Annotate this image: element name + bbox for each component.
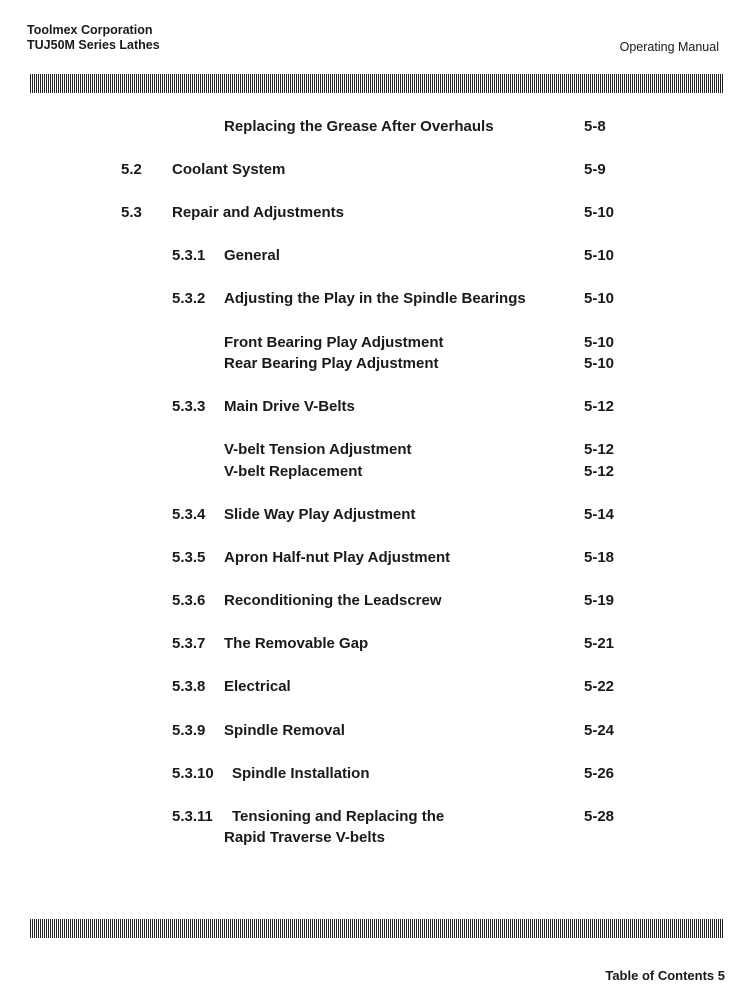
toc-entry-title: Coolant System <box>172 161 286 178</box>
toc-entry-title: Repair and Adjustments <box>172 204 344 221</box>
bottom-barcode-rule <box>30 919 723 938</box>
toc-entry-title: V-belt Replacement <box>224 463 363 480</box>
toc-section-number: 5.3.3 <box>172 398 206 415</box>
toc-entry-title: Spindle Removal <box>224 722 345 739</box>
toc-section-number: 5.3.4 <box>172 506 206 523</box>
toc-section-number: 5.3.10 <box>172 765 214 782</box>
toc-entry-title: Main Drive V-Belts <box>224 398 355 415</box>
toc-entry-page: 5-10 <box>584 355 615 372</box>
toc-entry-page: 5-28 <box>584 808 615 825</box>
toc-entry-page: 5-10 <box>584 247 615 264</box>
toc-entry-page: 5-14 <box>584 506 615 523</box>
toc-entry-title: Adjusting the Play in the Spindle Bearings <box>224 290 526 307</box>
toc-entry-page: 5-12 <box>584 463 615 480</box>
toc-entry-title: V-belt Tension Adjustment <box>224 441 412 458</box>
toc-entry-title: Rapid Traverse V-belts <box>224 829 385 846</box>
manual-title: Operating Manual <box>619 40 719 54</box>
toc-entry-title: Slide Way Play Adjustment <box>224 506 416 523</box>
toc-entry-page: 5-12 <box>584 441 615 458</box>
toc-section-number: 5.3.5 <box>172 549 206 566</box>
toc-entry-page: 5-21 <box>584 635 615 652</box>
toc-entry-page: 5-10 <box>584 334 615 351</box>
toc-entry-page: 5-9 <box>584 161 606 178</box>
toc-entry-title: The Removable Gap <box>224 635 369 652</box>
toc-entry-title: Replacing the Grease After Overhauls <box>224 118 494 135</box>
toc-entry-title: Electrical <box>224 678 291 695</box>
toc-entry-page: 5-22 <box>584 678 615 695</box>
toc-entry-title: Tensioning and Replacing the <box>232 808 445 825</box>
toc-section-number: 5.3 <box>121 204 142 221</box>
toc-entry-title: Front Bearing Play Adjustment <box>224 334 444 351</box>
toc-section-number: 5.3.6 <box>172 592 206 609</box>
header-left <box>27 23 160 53</box>
toc-entry-page: 5-10 <box>584 290 615 307</box>
toc-section-number: 5.3.7 <box>172 635 206 652</box>
toc-entry-title: Apron Half-nut Play Adjustment <box>224 549 451 566</box>
top-barcode-rule <box>30 74 723 93</box>
company-name: Toolmex Corporation <box>27 23 153 37</box>
toc-entry-page: 5-26 <box>584 765 615 782</box>
toc-entry-page: 5-12 <box>584 398 615 415</box>
toc-entry-title: Rear Bearing Play Adjustment <box>224 355 439 372</box>
series-name: TUJ50M Series Lathes <box>27 38 160 52</box>
toc-entry-page: 5-18 <box>584 549 615 566</box>
toc-entry-page: 5-10 <box>584 204 615 221</box>
toc-section-number: 5.3.8 <box>172 678 206 695</box>
toc-section-number: 5.3.11 <box>172 808 213 825</box>
page-footer: Table of Contents 5 <box>605 968 725 983</box>
toc-entry-title: General <box>224 247 280 264</box>
toc-section-number: 5.3.9 <box>172 722 206 739</box>
toc-entry-title: Reconditioning the Leadscrew <box>224 592 442 609</box>
toc-section-number: 5.2 <box>121 161 142 178</box>
toc-entry-title: Spindle Installation <box>232 765 370 782</box>
toc-entry-page: 5-19 <box>584 592 615 609</box>
toc-entry-page: 5-8 <box>584 118 606 135</box>
toc-section-number: 5.3.1 <box>172 247 206 264</box>
toc-section-number: 5.3.2 <box>172 290 206 307</box>
toc-entry-page: 5-24 <box>584 722 615 739</box>
